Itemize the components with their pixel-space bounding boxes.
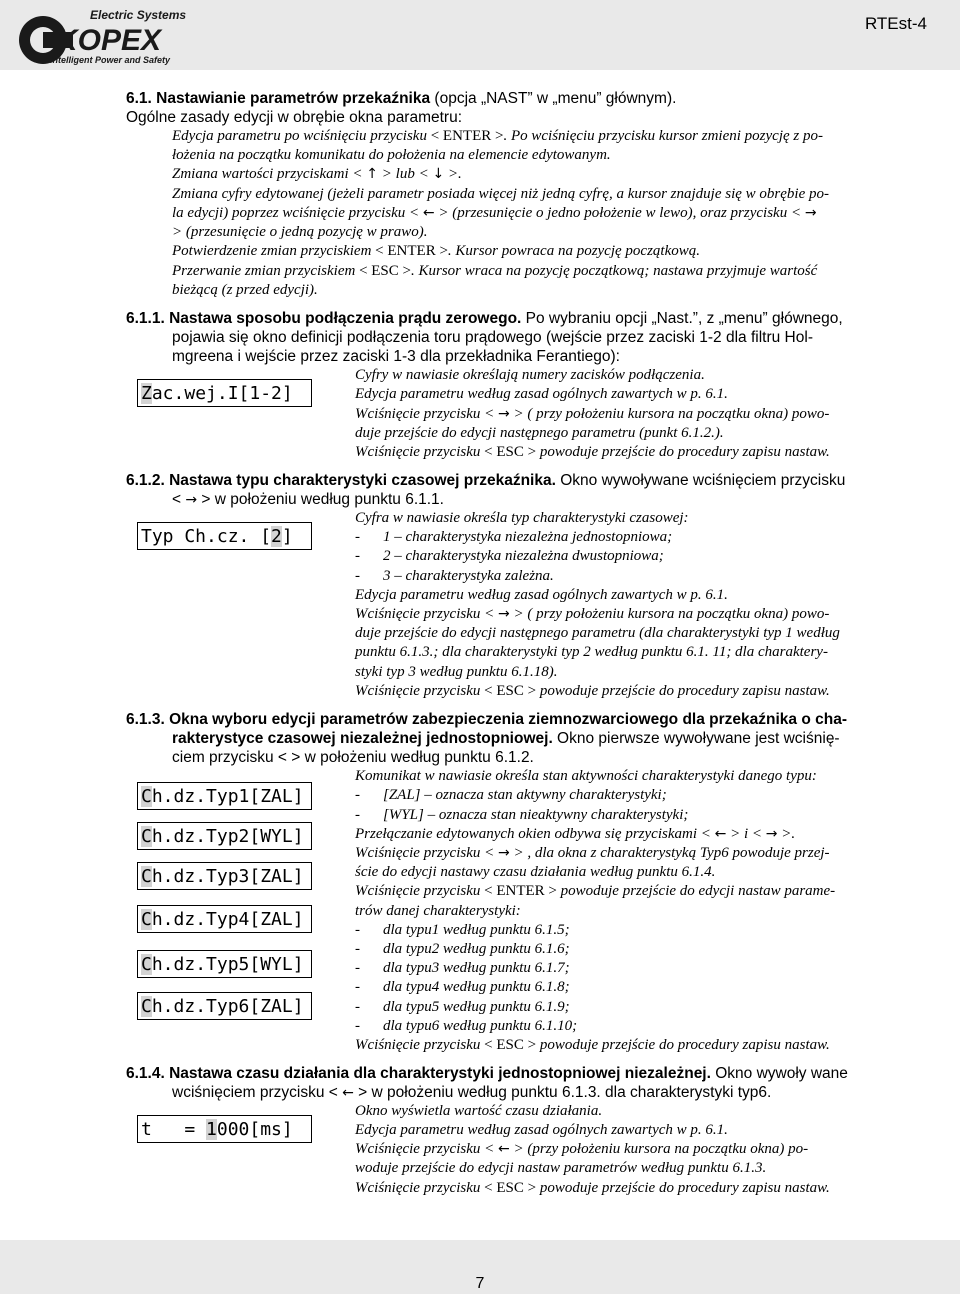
lcd-cursor: C: [141, 954, 152, 975]
section-6-1-3-line2: rakterystyce czasowej niezależnej jednostopniowej. Okno pierwsze wywoływane jest wciśnię-: [172, 730, 840, 747]
logo-main-text: KOPEX: [56, 24, 162, 57]
list-item: - dla typu3 według punktu 6.1.7;: [355, 960, 570, 976]
lcd-cursor: C: [141, 786, 152, 807]
desc-line: Edycja parametru według zasad ogólnych zawartych w p. 6.1.: [355, 386, 728, 402]
desc-line: Wciśnięcie przycisku < → > ( przy położeniu kursora na początku okna) powo-: [355, 406, 830, 422]
section-6-1-1-line3: mgreena i wejście przez zaciski 1-3 dla przekładnika Ferantiego):: [172, 348, 620, 365]
lcd-cursor: 1: [206, 1119, 217, 1140]
rule-change-digit-cont: la edycji) poprzez wciśnięcie przycisku < ← > (przesunięcie o jedno położenie w lewo), oraz przycisku < →: [172, 205, 817, 221]
rule-edit-start-cont: łożenia na początku komunikatu do położenia na elemencie edytowanym.: [172, 147, 611, 163]
desc-line: Wciśnięcie przycisku < ESC > powoduje przejście do procedury zapisu nastaw.: [355, 444, 830, 460]
desc-line: Wciśnięcie przycisku < → > , dla okna z charakterystyką Typ6 powoduje przej-: [355, 845, 830, 861]
section-6-1-3-heading: 6.1.3. Okna wyboru edycji parametrów zabezpieczenia ziemnozwarciowego dla przekaźnika o cha-: [126, 711, 847, 728]
lcd-cursor: C: [141, 866, 152, 887]
list-item: - dla typu2 według punktu 6.1.6;: [355, 941, 570, 957]
section-6-1-title-rest: (opcja „NAST” w „menu” głównym).: [430, 90, 677, 107]
desc-line: Okno wyświetla wartość czasu działania.: [355, 1103, 603, 1119]
lcd-cursor: C: [141, 909, 152, 930]
desc-line: punktu 6.1.3.; dla charakterystyki typ 2 według punktu 6.1. 11; dla charaktery-: [355, 644, 828, 660]
section-6-1-2-heading: 6.1.2. Nastawa typu charakterystyki czasowej przekaźnika. Okno wywoływane wciśnięciem przycisku: [126, 472, 846, 489]
arrow-right-icon: →: [498, 406, 510, 422]
desc-line: duje przejście do edycji następnego parametru (punkt 6.1.2.).: [355, 425, 724, 441]
desc-line: trów danej charakterystyki:: [355, 903, 521, 919]
lcd-cursor: Z: [141, 383, 152, 404]
desc-line: duje przejście do edycji następnego parametru (dla charakterystyki typ 1 według: [355, 625, 840, 641]
list-item: - 2 – charakterystyka niezależna dwustopniowa;: [355, 548, 664, 564]
lcd-ch-dz-typ4: Ch.dz.Typ4[ZAL]: [137, 905, 312, 933]
page-header: [0, 0, 960, 70]
section-6-1-3-line3: ciem przycisku < > w położeniu według punktu 6.1.2.: [172, 749, 534, 766]
arrow-up-icon: ↑: [366, 166, 379, 182]
logo-top-text: Electric Systems: [90, 8, 187, 22]
arrow-right-icon: →: [185, 492, 198, 508]
rule-change-value: Zmiana wartości przyciskami < ↑ > lub < ↓ >.: [172, 166, 462, 182]
desc-line: Edycja parametru według zasad ogólnych zawartych w p. 6.1.: [355, 587, 728, 603]
desc-line: woduje przejście do edycji nastaw parametrów według punktu 6.1.3.: [355, 1160, 767, 1176]
list-item: - dla typu6 według punktu 6.1.10;: [355, 1018, 578, 1034]
arrow-left-icon: ←: [342, 1085, 354, 1101]
rule-edit-start: Edycja parametru po wciśnięciu przycisku < ENTER >. Po wciśnięciu przycisku kursor zmieni pozycję z po-: [172, 128, 823, 144]
rule-change-digit-cont2: > (przesunięcie o jedną pozycję w prawo).: [172, 224, 428, 240]
lcd-t-time: t = 1000[ms]: [137, 1115, 312, 1143]
lcd-ch-dz-typ2: Ch.dz.Typ2[WYL]: [137, 822, 312, 850]
desc-line: Cyfry w nawiasie określają numery zacisków podłączenia.: [355, 367, 705, 383]
desc-line: Przełączanie edytowanych okien odbywa się przyciskami < ← > i < → >.: [355, 826, 796, 842]
list-item: - dla typu1 według punktu 6.1.5;: [355, 922, 570, 938]
section-6-1-4-heading: 6.1.4. Nastawa czasu działania dla charakterystyki jednostopniowej niezależnej. Okno wywoły wane: [126, 1065, 848, 1082]
section-6-1-2-line2: < → > w położeniu według punktu 6.1.1.: [172, 491, 444, 508]
arrow-down-icon: ↓: [432, 166, 445, 182]
section-6-1-heading: [126, 89, 676, 108]
desc-line: Wciśnięcie przycisku < ESC > powoduje przejście do procedury zapisu nastaw.: [355, 1037, 830, 1053]
desc-line: ście do edycji nastawy czasu działania według punktu 6.1.4.: [355, 864, 716, 880]
arrow-left-icon: ←: [498, 1141, 510, 1157]
arrow-left-icon: ←: [422, 205, 435, 221]
desc-line: Wciśnięcie przycisku < ESC > powoduje przejście do procedury zapisu nastaw.: [355, 1180, 830, 1196]
lcd-cursor: 2: [271, 526, 282, 547]
kopex-logo: [10, 2, 210, 68]
page-number: 7: [475, 1275, 485, 1292]
rule-change-digit: Zmiana cyfry edytowanej (jeżeli parametr posiada więcej niż jedną cyfrę, a kursor znajduje się w obrębie po-: [172, 186, 829, 202]
lcd-ch-dz-typ5: Ch.dz.Typ5[WYL]: [137, 950, 312, 978]
rule-confirm: Potwierdzenie zmian przyciskiem < ENTER >. Kursor powraca na pozycję początkową.: [172, 243, 700, 259]
list-item: - 1 – charakterystyka niezależna jednostopniowa;: [355, 529, 673, 545]
general-rules-line: Ogólne zasady edycji w obrębie okna parametru:: [126, 109, 463, 126]
lcd-zac-wej: Zac.wej.I[1-2]: [137, 379, 312, 407]
list-item: - dla typu5 według punktu 6.1.9;: [355, 999, 570, 1015]
desc-line: styki typ 3 według punktu 6.1.18).: [355, 664, 558, 680]
desc-line: Komunikat w nawiasie określa stan aktywności charakterystyki danego typu:: [355, 768, 817, 784]
list-item: - dla typu4 według punktu 6.1.8;: [355, 979, 570, 995]
desc-line: Edycja parametru według zasad ogólnych zawartych w p. 6.1.: [355, 1122, 728, 1138]
arrow-right-icon: →: [804, 205, 817, 221]
arrow-right-icon: →: [498, 845, 510, 861]
lcd-typ-ch-cz: Typ Ch.cz. [2]: [137, 522, 312, 550]
section-6-1-4-line2: wciśnięciem przycisku < ← > w położeniu według punktu 6.1.3. dla charakterystyki typ6.: [172, 1084, 772, 1101]
list-item: - [WYL] – oznacza stan nieaktywny charakterystyki;: [355, 807, 689, 823]
rule-abort-cont: bieżącą (z przed edycji).: [172, 282, 318, 298]
section-6-1-title: 6.1. Nastawianie parametrów przekaźnika: [126, 90, 431, 107]
rule-abort: Przerwanie zmian przyciskiem < ESC >. Kursor wraca na pozycję początkową; nastawa przyjmuje wartość: [172, 263, 818, 279]
arrow-right-icon: →: [765, 826, 778, 842]
arrow-right-icon: →: [498, 606, 510, 622]
lcd-ch-dz-typ1: Ch.dz.Typ1[ZAL]: [137, 782, 312, 810]
desc-line: Wciśnięcie przycisku < → > ( przy położeniu kursora na początku okna) powo-: [355, 606, 830, 622]
arrow-left-icon: ←: [714, 826, 727, 842]
desc-line: Wciśnięcie przycisku < ESC > powoduje przejście do procedury zapisu nastaw.: [355, 683, 830, 699]
lcd-cursor: C: [141, 996, 152, 1017]
lcd-cursor: C: [141, 826, 152, 847]
lcd-ch-dz-typ3: Ch.dz.Typ3[ZAL]: [137, 862, 312, 890]
desc-line: Wciśnięcie przycisku < ENTER > powoduje przejście do edycji nastaw parame-: [355, 883, 836, 899]
document-id: RTEst-4: [864, 14, 927, 33]
logo-sub-text: Intelligent Power and Safety: [50, 55, 171, 65]
lcd-ch-dz-typ6: Ch.dz.Typ6[ZAL]: [137, 992, 312, 1020]
desc-line: Wciśnięcie przycisku < ← > (przy położeniu kursora na początku okna) po-: [355, 1141, 809, 1157]
desc-line: Cyfra w nawiasie określa typ charakterystyki czasowej:: [355, 510, 689, 526]
section-6-1-1-line2: pojawia się okno definicji podłączenia toru prądowego (wejście przez zaciski 1-2 dla filtru Hol-: [172, 329, 813, 346]
section-6-1-1-heading: 6.1.1. Nastawa sposobu podłączenia prądu zerowego. Po wybraniu opcji „Nast.”, z „menu” głównego,: [126, 310, 843, 327]
list-item: - 3 – charakterystyka zależna.: [355, 568, 554, 584]
list-item: - [ZAL] – oznacza stan aktywny charakterystyki;: [355, 787, 667, 803]
